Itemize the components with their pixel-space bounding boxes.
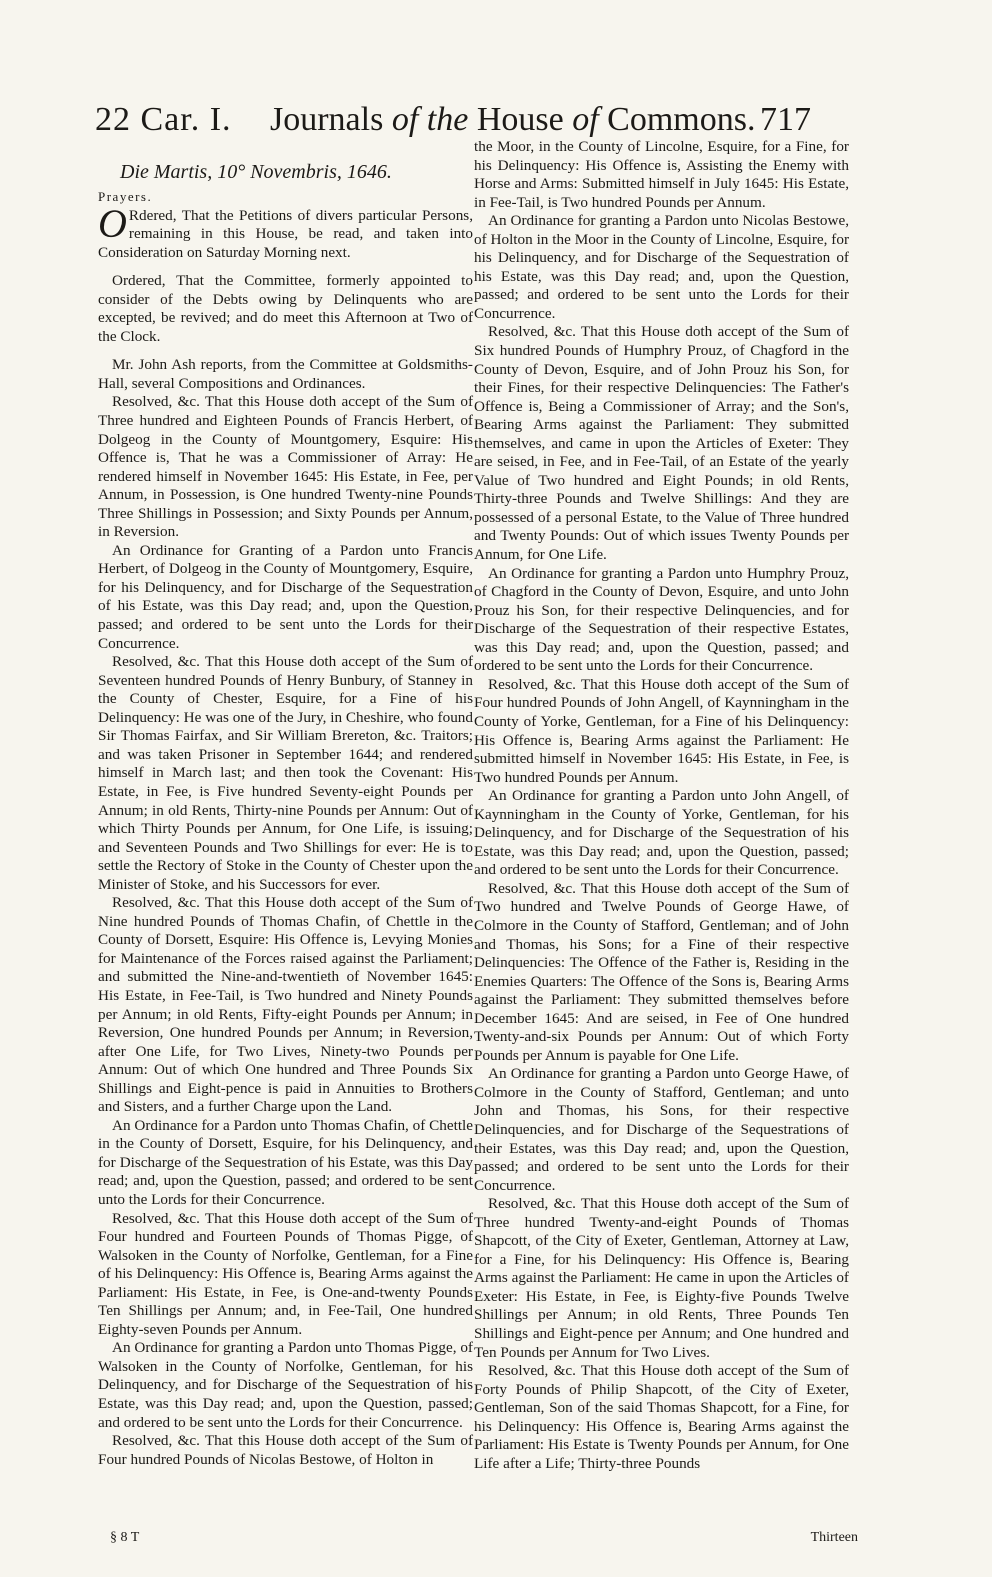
title-word-of: of	[383, 101, 427, 138]
catchword: Thirteen	[810, 1530, 858, 1545]
paragraph: Resolved, &c. That this House doth accept of the Sum of Seventeen hundred Pounds of Henry Bunbury, of Stanney in the County of Chester, Esquire, for a Fine of his Delinquency: He was one of the Jury, in Cheshire, who found Sir Thomas Fairfax, and Sir William Brereton, &c. Traitors; and was taken Prisoner in September 1644; and rendered himself in March last; and then took the Covenant: His Estate, in Fee, is Five hundred Seventy-eight Pounds per Annum; in old Rents, Thirty-nine Pounds per Annum: Out of which Thirty Pounds per Annum, for One Life, is issuing; and Seventeen Pounds and Two Shillings for ever: He is to settle the Rectory of Stoke in the County of Chester upon the Minister of Stoke, and his Successors for ever.	[98, 653, 473, 893]
signature-mark: § 8 T	[110, 1530, 140, 1545]
paragraph: Resolved, &c. That this House doth accept of the Sum of Forty Pounds of Philip Shapcott, of the City of Exeter, Gentleman, Son of the said Thomas Shapcott, for a Fine, for his Delinquency: His Offence is, Bearing Arms against the Parliament: His Estate is Twenty Pounds per Annum, for One Life after a Life; Thirty-three Pounds	[474, 1362, 849, 1472]
page-number: 717	[760, 101, 811, 138]
paragraph: An Ordinance for granting a Pardon unto Humphry Prouz, of Chagford in the County of Devon, Esquire, and unto John Prouz his Son, for their respective Delinquencies, and for Discharge of the Sequestration of their respective Estates, was this Day read; and, upon the Question, passed; and ordered to be sent unto the Lords for their Concurrence.	[474, 564, 849, 675]
paragraph: An Ordinance for granting a Pardon unto Nicolas Bestowe, of Holton in the Moor in the County of Lincolne, Esquire, for his Delinquency, and for Discharge of the Sequestration of his Estate, was this Day read; and, upon the Question, passed; and ordered to be sent unto the Lords for their Concurrence.	[474, 212, 849, 322]
paragraph: Resolved, &c. That this House doth accept of the Sum of Two hundred and Twelve Pounds of George Hawe, of Colmore in the County of Stafford, Gentleman; and of John and Thomas, his Sons; for a Fine of their respective Delinquencies: The Offence of the Father is, Residing in the Enemies Quarters: The Offence of the Sons is, Bearing Arms against the Parliament: They submitted themselves before December 1645: And are seised, in Fee of One hundred Twenty-and-six Pounds per Annum: Out of which Forty Pounds per Annum is payable for One Life.	[474, 879, 849, 1064]
paragraph: An Ordinance for granting a Pardon unto Thomas Pigge, of Walsoken in the County of Norfolke, Gentleman, for his Delinquency, and for Discharge of the Sequestration of his Estate, was this Day read; and, upon the Question, passed; and ordered to be sent unto the Lords for their Concurrence.	[98, 1339, 473, 1431]
paragraph: An Ordinance for a Pardon unto Thomas Chafin, of Chettle in the County of Dorsett, Esquire, for his Delinquency, and for Discharge of the Sequestration of his Estate, was this Day read; and, upon the Question, passed; and ordered to be sent unto the Lords for their Concurrence.	[98, 1116, 473, 1208]
drop-cap: O	[98, 200, 127, 246]
regnal-year: 22 Car. I.	[95, 101, 232, 138]
journal-title	[270, 100, 755, 140]
paragraph: Resolved, &c. That this House doth accept of the Sum of Three hundred Twenty-and-eight Pounds of Thomas Shapcott, of the City of Exeter, Gentleman, Attorney at Law, for a Fine, for his Delinquency: His Offence is, Bearing Arms against the Parliament: He came in upon the Articles of Exeter: His Estate, in Fee, is Eighty-five Pounds Twelve Shillings per Annum; in old Rents, Three Pounds Ten Shillings and Eight-pence per Annum; and One hundred and Ten Pounds per Annum for Two Lives.	[474, 1195, 849, 1361]
left-column	[98, 158, 473, 1469]
paragraph: Ordered, That the Committee, formerly appointed to consider of the Debts owing by Delinquents who are excepted, be revived; and do meet this Afternoon at Two of the Clock.	[98, 272, 473, 345]
right-column	[474, 138, 849, 1473]
title-word-house: House	[468, 101, 573, 138]
paragraph: Mr. John Ash reports, from the Committee at Goldsmiths-Hall, several Compositions and Ordinances.	[98, 356, 473, 392]
paragraph: Resolved, &c. That this House doth accept of the Sum of Nine hundred Pounds of Thomas Chafin, of Chettle in the County of Dorsett, Esquire: His Offence is, Levying Monies for Maintenance of the Forces raised against the Parliament; and submitted the Nine-and-twentieth of November 1645: His Estate, in Fee-Tail, is Two hundred and Ninety Pounds per Annum; in old Rents, Fifty-eight Pounds per Annum; in Reversion, One hundred Pounds per Annum; in Reversion, after One Life, for Two Lives, Ninety-two Pounds per Annum: Out of which One hundred and Three Pounds Six Shillings and Eight-pence is paid in Annuities to Brothers and Sisters, and a further Charge upon the Land.	[98, 894, 473, 1116]
paragraph	[98, 200, 473, 263]
title-word-the: the	[426, 101, 469, 138]
paragraph-text: Rdered, That the Petitions of divers particular Persons, remaining in this House, be read, and taken into Consideration on Saturday Morning next.	[98, 206, 473, 261]
session-date	[98, 158, 473, 186]
paragraph: Resolved, &c. That this House doth accept of the Sum of Four hundred and Fourteen Pounds of Thomas Pigge, of Walsoken in the County of Norfolke, Gentleman, for a Fine of his Delinquency: His Offence is, Bearing Arms against the Parliament: His Estate, in Fee, is One-and-twenty Pounds Ten Shillings per Annum; and, in Fee-Tail, One hundred Eighty-seven Pounds per Annum.	[98, 1209, 473, 1338]
paragraph: Resolved, &c. That this House doth accept of the Sum of Six hundred Pounds of Humphry Prouz, of Chagford in the County of Devon, Esquire, and of John Prouz his Son, for their Fines, for their respective Delinquencies: The Father's Offence is, Being a Commissioner of Array; and the Son's, Bearing Arms against the Parliament: They submitted themselves, and came in upon the Articles of Exeter: They are seised, in Fee, and in Fee-Tail, of an Estate of the yearly Value of Two hundred and Eight Pounds; in old Rents, Thirty-three Pounds and Twelve Shillings: And they are possessed of a personal Estate, to the Value of Three hundred and Twenty Pounds: Out of which issues Twenty Pounds per Annum, for One Life.	[474, 323, 849, 564]
paragraph: Resolved, &c. That this House doth accept of the Sum of Four hundred Pounds of Nicolas Bestowe, of Holton in	[98, 1432, 473, 1468]
title-word-commons: Commons.	[598, 101, 756, 138]
title-word-journals: Journals	[270, 101, 384, 138]
session-date-text: Die Martis, 10° Novembris, 1646.	[120, 161, 392, 183]
prayers-heading: Prayers.	[98, 189, 153, 204]
paragraph: Resolved, &c. That this House doth accept of the Sum of Three hundred and Eighteen Pounds of Francis Herbert, of Dolgeog in the County of Mountgomery, Esquire: His Offence is, That he was a Commissioner of Array: He rendered himself in November 1645: His Estate, in Fee, per Annum, in Possession, is One hundred Twenty-nine Pounds Three Shillings in Possession; and Sixty Pounds per Annum, in Reversion.	[98, 393, 473, 541]
paragraph: An Ordinance for Granting of a Pardon unto Francis Herbert, of Dolgeog in the County of Mountgomery, Esquire, for his Delinquency, and for Discharge of the Sequestration of his Estate, was this Day read; and, upon the Question, passed; and ordered to be sent unto the Lords for their Concurrence.	[98, 541, 473, 652]
paragraph: An Ordinance for granting a Pardon unto John Angell, of Kaynningham in the County of Yorke, Gentleman, for his Delinquency, and for Discharge of the Sequestration of his Estate, was this Day read; and, upon the Question, passed; and ordered to be sent unto the Lords for their Concurrence.	[474, 787, 849, 879]
title-word-of-2: of	[572, 101, 599, 138]
paragraph: Resolved, &c. That this House doth accept of the Sum of Four hundred Pounds of John Angell, of Kaynningham in the County of Yorke, Gentleman, for a Fine of his Delinquency: His Offence is, Bearing Arms against the Parliament: He submitted himself in November 1645: His Estate, in Fee, is Two hundred Pounds per Annum.	[474, 675, 849, 786]
paragraph: An Ordinance for granting a Pardon unto George Hawe, of Colmore in the County of Stafford, Gentleman; and unto John and Thomas, his Sons, for their respective Delinquencies, and for Discharge of the Sequestrations of their Estates, was this Day read; and, upon the Question, passed; and ordered to be sent unto the Lords for their Concurrence.	[474, 1065, 849, 1194]
paragraph: the Moor, in the County of Lincolne, Esquire, for a Fine, for his Delinquency: His Offence is, Assisting the Enemy with Horse and Arms: Submitted himself in July 1645: His Estate, in Fee-Tail, is Two hundred Pounds per Annum.	[474, 138, 849, 211]
